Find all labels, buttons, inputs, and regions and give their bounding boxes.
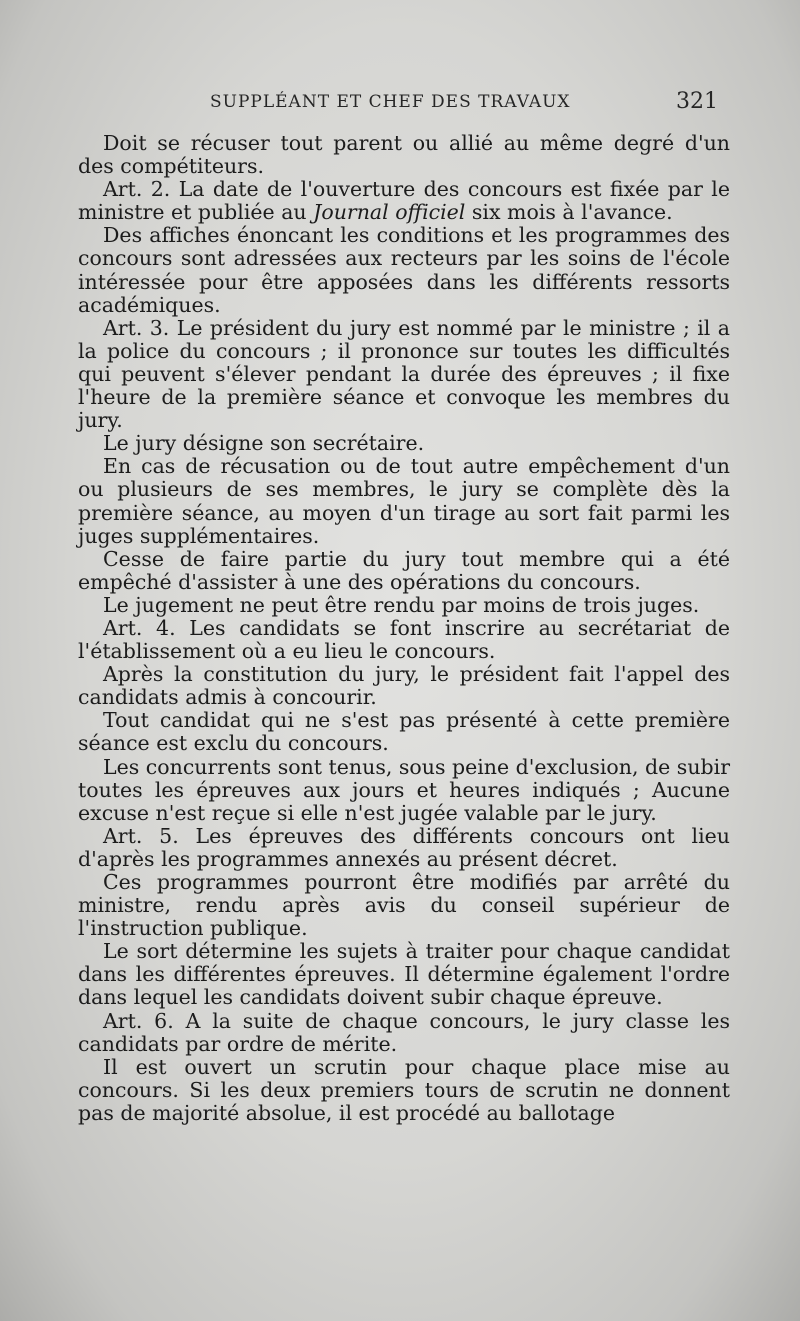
paragraph: Cesse de faire partie du jury tout membre qui a été empêché d'assister à une des opérations du concours.: [78, 546, 730, 594]
paragraph: En cas de récusation ou de tout autre empêchement d'un ou plusieurs de ses membres, le jury se complète dès la première séance, au moyen d'un tirage au sort fait parmi les juges supplémentaires.: [78, 454, 730, 548]
paragraph: [78, 178, 730, 224]
paragraph: Tout candidat qui ne s'est pas présenté à cette première séance est exclu du concours.: [78, 708, 730, 756]
paragraph-text: Art. 2. La date de l'ouverture des concours est fixée par le ministre et publiée au: [78, 177, 730, 225]
paragraph: Ces programmes pourront être modifiés par arrêté du ministre, rendu après avis du conseil supérieur de l'instruction publique.: [78, 870, 730, 941]
paragraph: Il est ouvert un scrutin pour chaque place mise au concours. Si les deux premiers tours de scrutin ne donnent pas de majorité absolue, il est procédé au ballotage: [78, 1054, 730, 1125]
paragraph-text: six mois à l'avance.: [465, 200, 673, 225]
paragraph: Des affiches énoncant les conditions et les programmes des concours sont adressées aux recteurs par les soins de l'école intéressée pour être apposées dans les différents ressorts académiques.: [78, 223, 730, 317]
paragraph: Le jugement ne peut être rendu par moins de trois juges.: [103, 592, 700, 617]
paragraph: Après la constitution du jury, le président fait l'appel des candidats admis à concourir.: [78, 662, 730, 710]
running-head-title: SUPPLÉANT ET CHEF DES TRAVAUX: [210, 92, 571, 112]
paragraph: Les concurrents sont tenus, sous peine d'exclusion, de subir toutes les épreuves aux jours et heures indiqués ; Aucune excuse n'est reçue si elle n'est jugée valable par le jury.: [78, 754, 730, 825]
paragraph: Le jury désigne son secrétaire.: [103, 431, 425, 456]
paragraph: Le sort détermine les sujets à traiter pour chaque candidat dans les différentes épreuves. Il détermine également l'ordre dans lequel les candidats doivent subir chaque épreuve.: [78, 939, 730, 1010]
journal-title: Journal officiel: [313, 200, 466, 225]
paragraph: Art. 4. Les candidats se font inscrire au secrétariat de l'établissement où a eu lieu le concours.: [78, 615, 730, 664]
body-text: [78, 132, 730, 1125]
paragraph: Art. 5. Les épreuves des différents concours ont lieu d'après les programmes annexés au présent décret.: [78, 823, 730, 871]
page-number: 321: [676, 89, 718, 114]
paragraph: Art. 6. A la suite de chaque concours, le jury classe les candidats par ordre de mérite.: [78, 1008, 730, 1056]
paragraph: Art. 3. Le président du jury est nommé par le ministre ; il a la police du concours ; il prononce sur toutes les difficultés qui peuvent s'élever pendant la durée des épreuves ; il fixe l'heure de la première séance et convoque les membres du jury.: [78, 315, 730, 433]
running-head: [0, 90, 800, 114]
paragraph: Doit se récuser tout parent ou allié au même degré d'un des compétiteurs.: [78, 131, 730, 179]
